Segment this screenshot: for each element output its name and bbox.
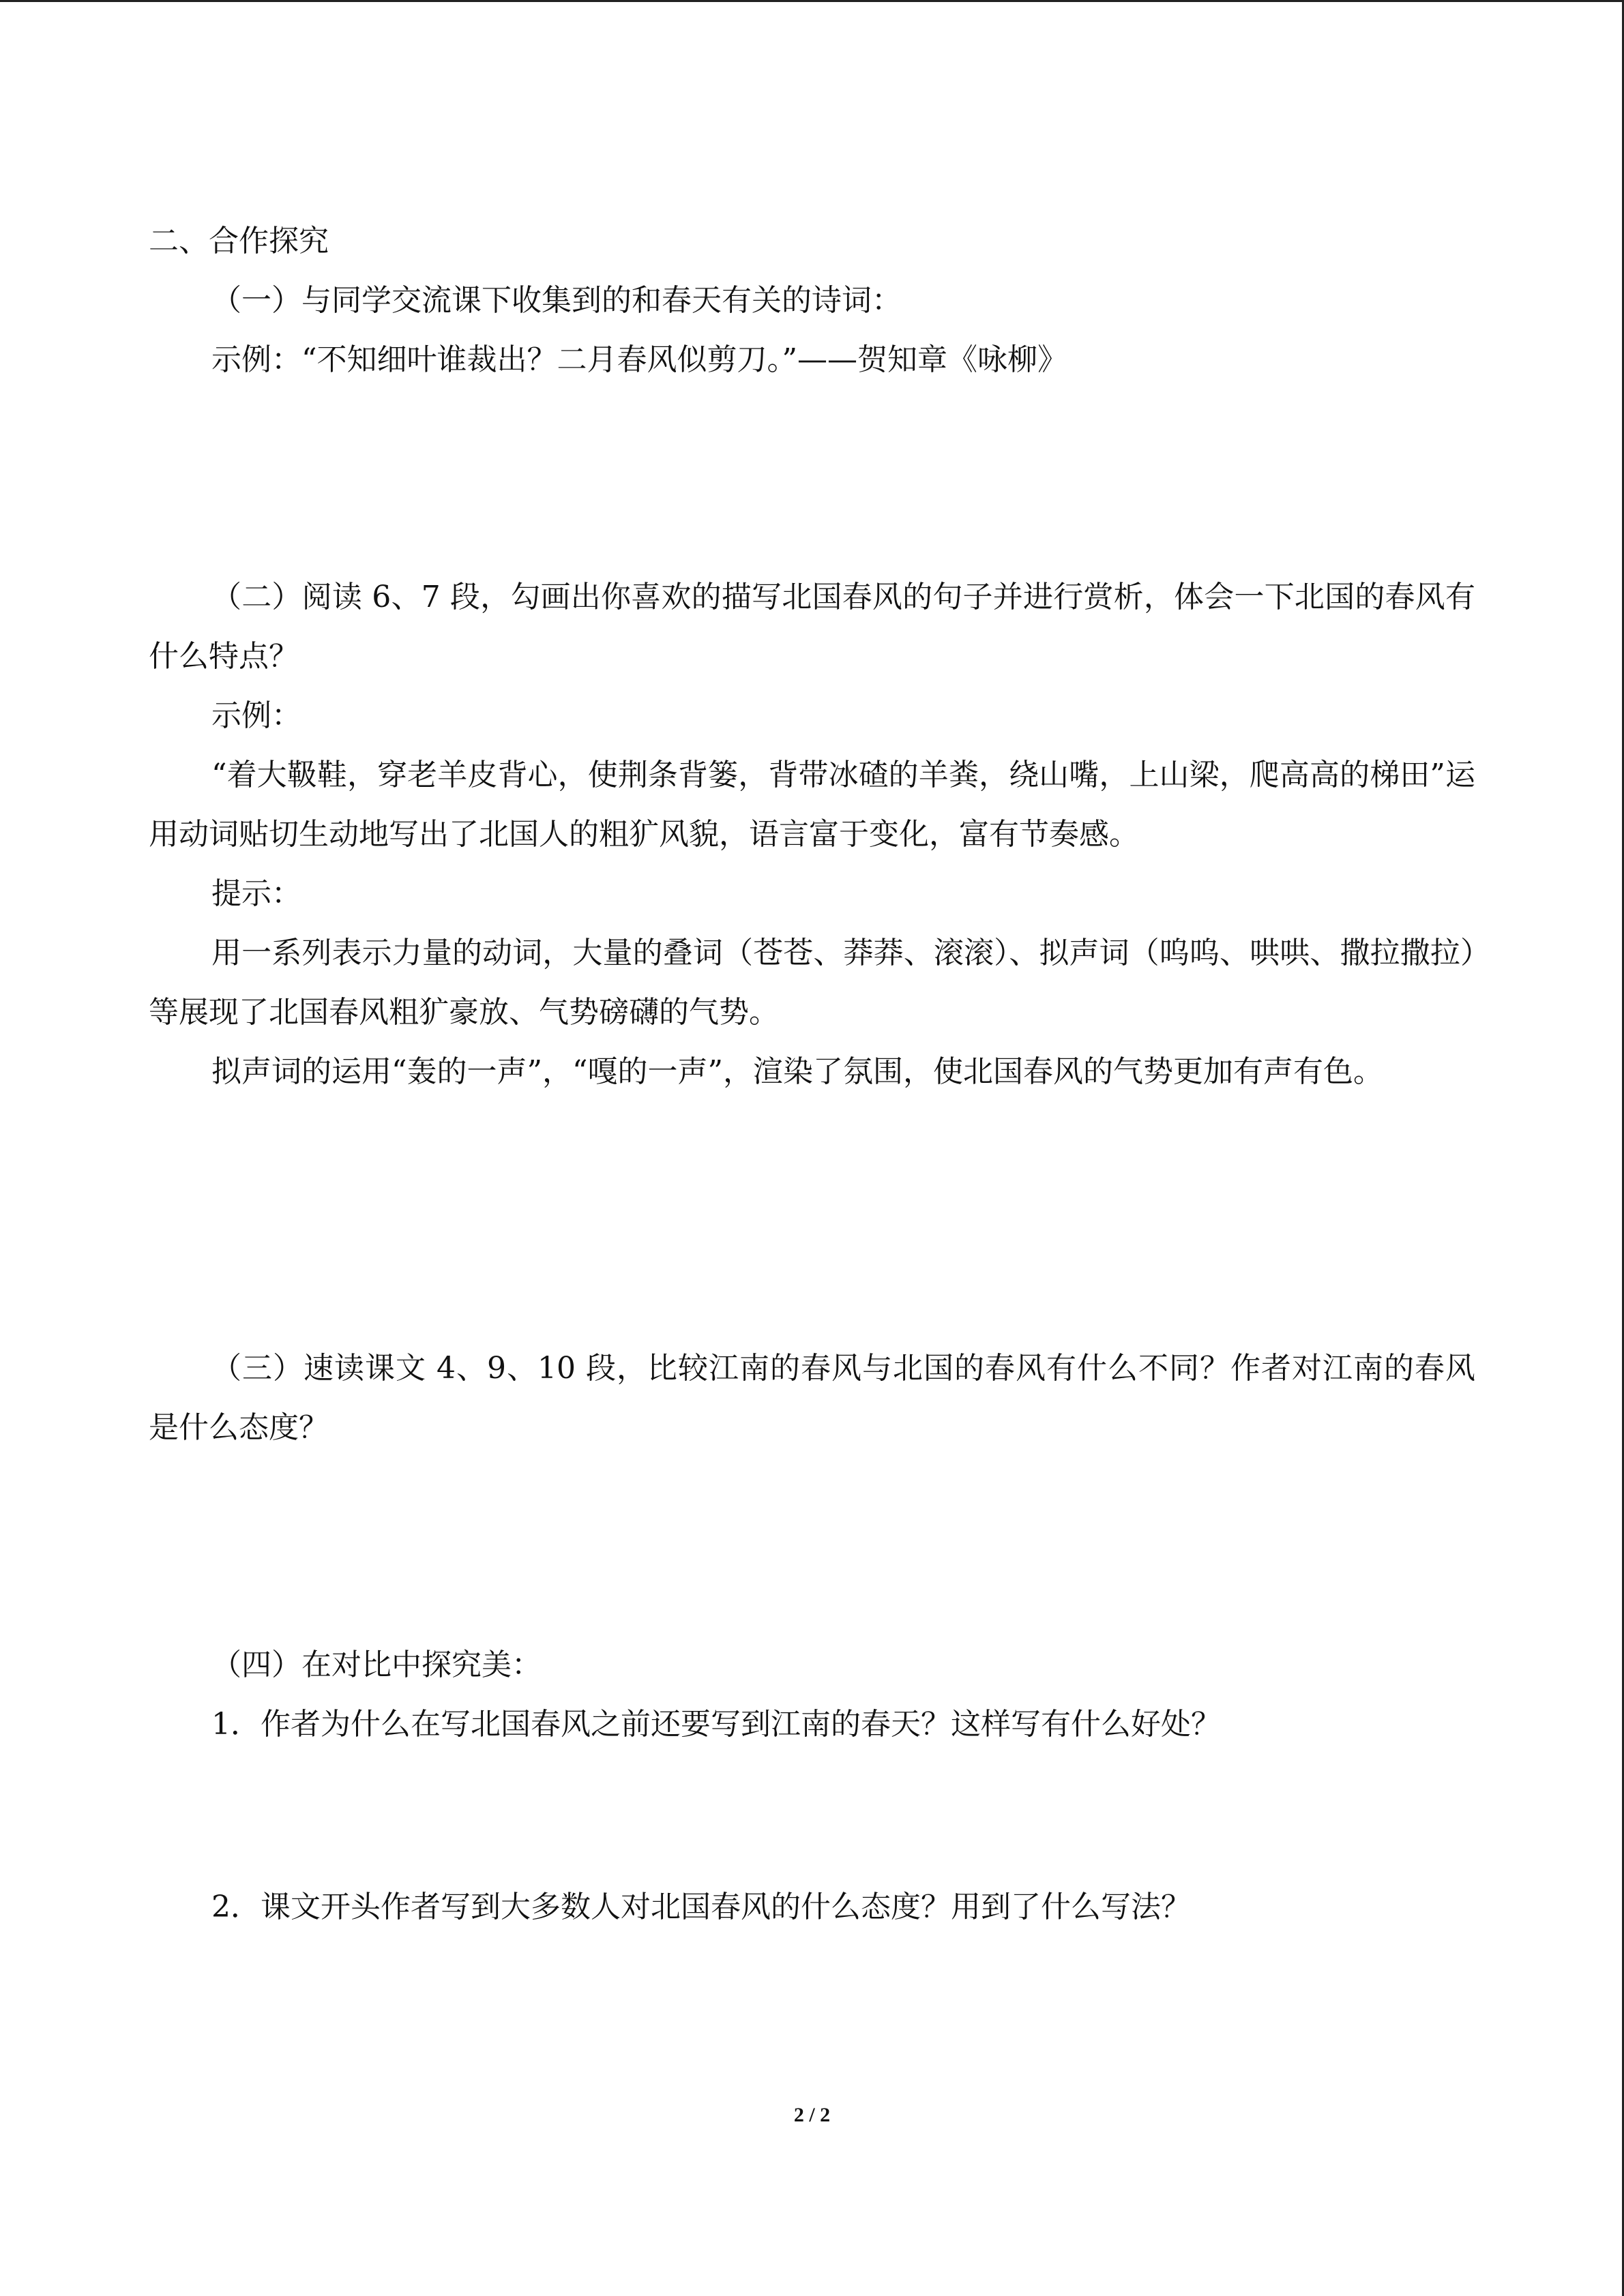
part4-question-2: 2．课文开头作者写到大多数人对北国春风的什么态度？用到了什么写法？ bbox=[211, 1890, 1191, 1924]
section-title: 二、合作探究 bbox=[149, 224, 329, 258]
answer-space-4 bbox=[149, 1754, 1475, 1877]
part2-example-text: “着大靸鞋，穿老羊皮背心，使荆条背篓，背带冰碴的羊粪，绕山嘴，上山梁，爬高高的梯田”运用动词贴切生动地写出了北国人的粗犷风貌，语言富于变化，富有节奏感。 bbox=[149, 758, 1475, 852]
part3-question: （三）速读课文 4、9、10 段，比较江南的春风与北国的春风有什么不同？作者对江南的春风是什么态度？ bbox=[149, 1351, 1475, 1445]
document-body bbox=[149, 211, 1475, 1937]
part4-question-1: 1．作者为什么在写北国春风之前还要写到江南的春天？这样写有什么好处？ bbox=[211, 1707, 1221, 1742]
part2-question: （二）阅读 6、7 段，勾画出你喜欢的描写北国春风的句子并进行赏析，体会一下北国的春风有什么特点？ bbox=[149, 580, 1475, 674]
answer-space-3 bbox=[149, 1457, 1475, 1635]
part4-heading: （四）在对比中探究美： bbox=[211, 1648, 542, 1682]
page-number: 2 / 2 bbox=[793, 2104, 831, 2126]
page-top-border bbox=[0, 0, 1624, 2]
part2-hint-text-1: 用一系列表示力量的动词，大量的叠词（苍苍、莽莽、滚滚）、拟声词（呜呜、哄哄、撒拉撒拉）等展现了北国春风粗犷豪放、气势磅礴的气势。 bbox=[149, 936, 1475, 1030]
part2-hint-label: 提示： bbox=[211, 876, 301, 911]
part2-example-label: 示例： bbox=[211, 698, 301, 733]
part1-example: 示例：“不知细叶谁裁出？二月春风似剪刀。”——贺知章《咏柳》 bbox=[211, 342, 1067, 377]
answer-space-2 bbox=[149, 1101, 1475, 1339]
part2-hint-text-2: 拟声词的运用“轰的一声”，“嘎的一声”，渲染了氛围，使北国春风的气势更加有声有色。 bbox=[211, 1054, 1383, 1089]
part1-heading: （一）与同学交流课下收集到的和春天有关的诗词： bbox=[211, 283, 902, 318]
answer-space-1 bbox=[149, 389, 1475, 567]
